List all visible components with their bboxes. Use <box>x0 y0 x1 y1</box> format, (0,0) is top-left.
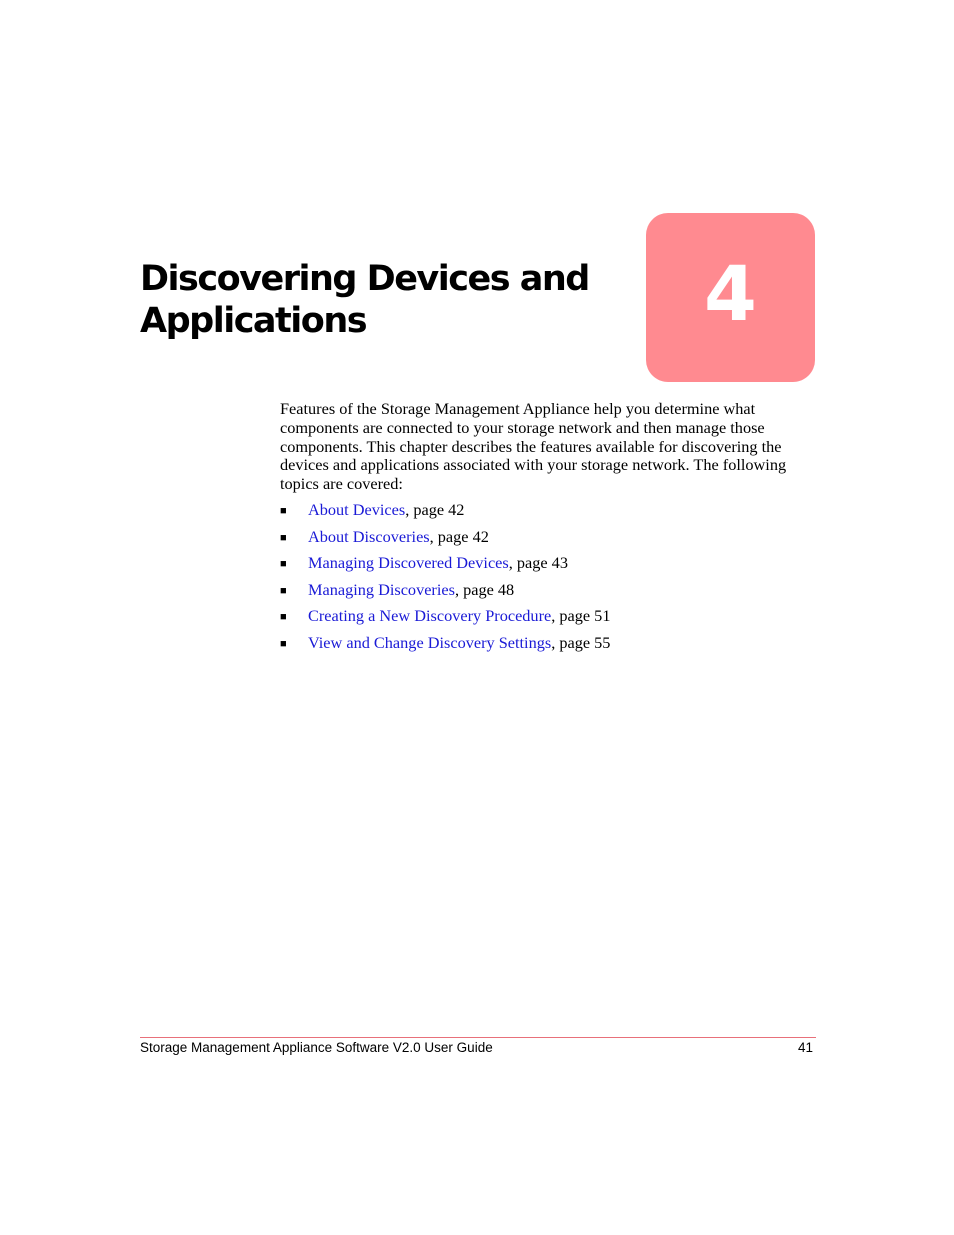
topic-link-view-change-discovery-settings[interactable]: View and Change Discovery Settings <box>308 632 552 652</box>
topic-item <box>280 606 610 633</box>
bullet-icon: ■ <box>280 584 287 597</box>
topic-link-about-devices[interactable]: About Devices <box>308 500 406 519</box>
topic-link-creating-discovery-procedure[interactable]: Creating a New Discovery Procedure <box>308 606 552 626</box>
intro-paragraph: Features of the Storage Management Appliance help you determine what components are connected to your storage network and then manage those components. This chapter describes the features available for discovering the devices and applications associated with your storage network. The following topics are covered: <box>280 399 787 494</box>
topic-link-managing-discoveries[interactable]: Managing Discoveries <box>308 579 455 599</box>
bullet-icon: ■ <box>280 505 287 517</box>
footer-document-title: Storage Management Appliance Software V2.0 User Guide <box>140 1040 493 1055</box>
bullet-icon: ■ <box>280 558 287 571</box>
topic-link-managing-discovered-devices[interactable]: Managing Discovered Devices <box>308 553 509 573</box>
footer-page-number: 41 <box>797 1040 813 1055</box>
topic-page-ref: , page 42 <box>429 526 489 546</box>
topic-page-ref: , page 43 <box>508 553 568 573</box>
chapter-title <box>140 258 620 342</box>
topic-page-ref: , page 51 <box>551 606 611 626</box>
bullet-icon: ■ <box>280 531 287 544</box>
chapter-title-line1: Discovering Devices and <box>140 259 589 299</box>
chapter-number-badge <box>646 213 815 382</box>
topic-page-ref: , page 48 <box>454 579 515 599</box>
topic-page-ref: , page 42 <box>405 500 465 519</box>
topic-item <box>280 527 610 554</box>
topic-link-about-discoveries[interactable]: About Discoveries <box>308 526 430 546</box>
footer-divider <box>140 1037 816 1038</box>
chapter-number: 4 <box>704 248 757 338</box>
topic-item <box>280 500 610 527</box>
topic-item <box>280 633 610 660</box>
topic-item <box>280 580 610 607</box>
topic-list <box>280 500 610 660</box>
bullet-icon: ■ <box>280 611 287 624</box>
bullet-icon: ■ <box>280 637 287 650</box>
topic-page-ref: , page 55 <box>551 632 611 652</box>
topic-item <box>280 553 610 580</box>
chapter-title-line2: Applications <box>140 301 367 341</box>
